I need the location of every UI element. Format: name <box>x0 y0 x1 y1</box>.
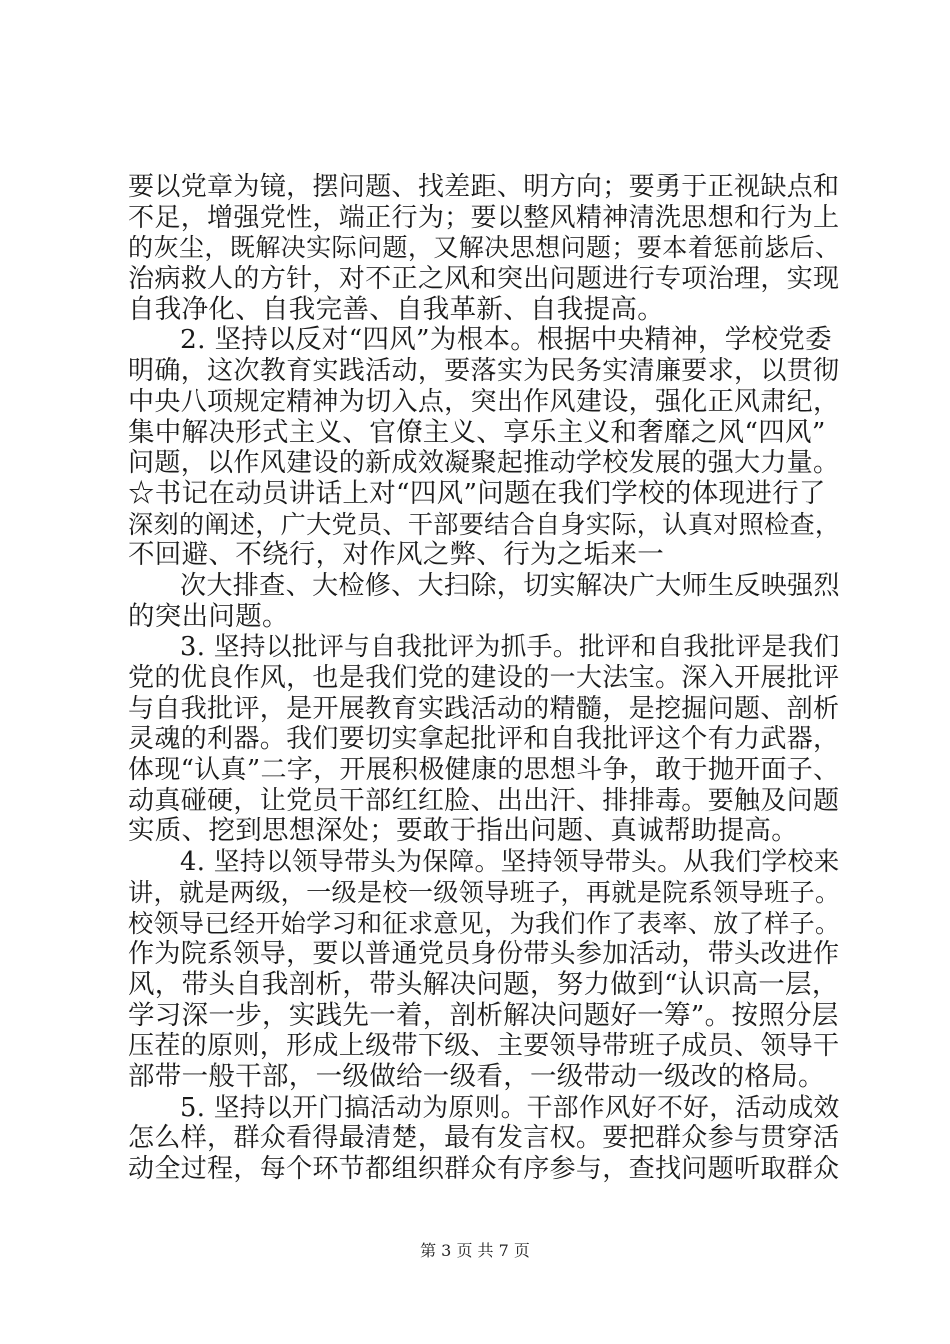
text-line: 作为院系领导，要以普通党员身份带头参加活动，带头改进作 <box>128 939 840 970</box>
text-line: 灵魂的利器。我们要切实拿起批评和自我批评这个有力武器， <box>128 724 840 755</box>
text-line: 动全过程，每个环节都组织群众有序参与，查找问题听取群众 <box>128 1154 840 1184</box>
text-line: 风，带头自我剖析，带头解决问题，努力做到“认识高一层， <box>128 968 839 1000</box>
text-line: 部带一般干部，一级做给一级看，一级带动一级改的格局。 <box>128 1060 825 1092</box>
text-line: 集中解决形式主义、官僚主义、享乐主义和奢靡之风“四风” <box>128 416 826 448</box>
text-line: 要以党章为镜，摆问题、找差距、明方向；要勇于正视缺点和 <box>128 172 840 202</box>
text-line: 自我净化、自我完善、自我革新、自我提高。 <box>128 293 664 325</box>
text-line: 党的优良作风，也是我们党的建设的一大法宝。深入开展批评 <box>128 663 840 693</box>
document-body <box>128 172 841 1185</box>
text-line: 的灰尘，既解决实际问题，又解决思想问题；要本着惩前毖后、 <box>128 233 841 263</box>
text-line: 实质、挖到思想深处；要敢于指出问题、真诚帮助提高。 <box>128 815 798 847</box>
text-line: 4. 坚持以领导带头为保障。坚持领导带头。从我们学校来 <box>180 847 840 878</box>
text-line: 校领导已经开始学习和征求意见，为我们作了表率、放了样子。 <box>128 908 841 938</box>
text-line: 治病救人的方针，对不正之风和突出问题进行专项治理，实现 <box>128 264 840 295</box>
text-line: 学习深一步，实践先一着，剖析解决问题好一筹”。按照分层 <box>128 999 839 1031</box>
text-line: 与自我批评，是开展教育实践活动的精髓，是挖掘问题、剖析 <box>128 693 840 724</box>
text-line: 次大排查、大检修、大扫除，切实解决广大师生反映强烈 <box>180 570 840 601</box>
text-line: 明确，这次教育实践活动，要落实为民务实清廉要求，以贯彻 <box>128 356 840 387</box>
text-line: ☆书记在动员讲话上对“四风”问题在我们学校的体现进行了 <box>128 477 826 509</box>
text-line: 不足，增强党性，端正行为；要以整风精神清洗思想和行为上 <box>128 202 840 233</box>
text-line: 体现“认真”二字，开展积极健康的思想斗争，敢于抛开面子、 <box>128 755 840 786</box>
text-line: 的突出问题。 <box>128 600 289 632</box>
page-number-footer: 第 3 页 共 7 页 <box>420 1241 530 1260</box>
text-line: 怎么样，群众看得最清楚，最有发言权。要把群众参与贯穿活 <box>128 1123 840 1154</box>
text-line: 动真碰硬，让党员干部红红脸、出出汗、排排毒。要触及问题 <box>128 785 840 816</box>
text-line: 5. 坚持以开门搞活动为原则。干部作风好不好，活动成效 <box>180 1092 840 1123</box>
text-line: 中央八项规定精神为切入点，突出作风建设，强化正风肃纪， <box>128 386 840 417</box>
text-line: 不回避、不绕行，对作风之弊、行为之垢来一 <box>128 539 664 571</box>
text-line: 2. 坚持以反对“四风”为根本。根据中央精神，学校党委 <box>180 324 832 356</box>
text-line: 3. 坚持以批评与自我批评为抓手。批评和自我批评是我们 <box>180 632 840 663</box>
text-line: 压茬的原则，形成上级带下级、主要领导带班子成员、领导干 <box>128 1031 840 1062</box>
text-line: 讲，就是两级，一级是校一级领导班子，再就是院系领导班子。 <box>128 877 841 907</box>
text-line: 深刻的阐述，广大党员、干部要结合自身实际，认真对照检查， <box>128 509 841 539</box>
text-line: 问题，以作风建设的新成效凝聚起推动学校发展的强大力量。 <box>128 448 840 479</box>
